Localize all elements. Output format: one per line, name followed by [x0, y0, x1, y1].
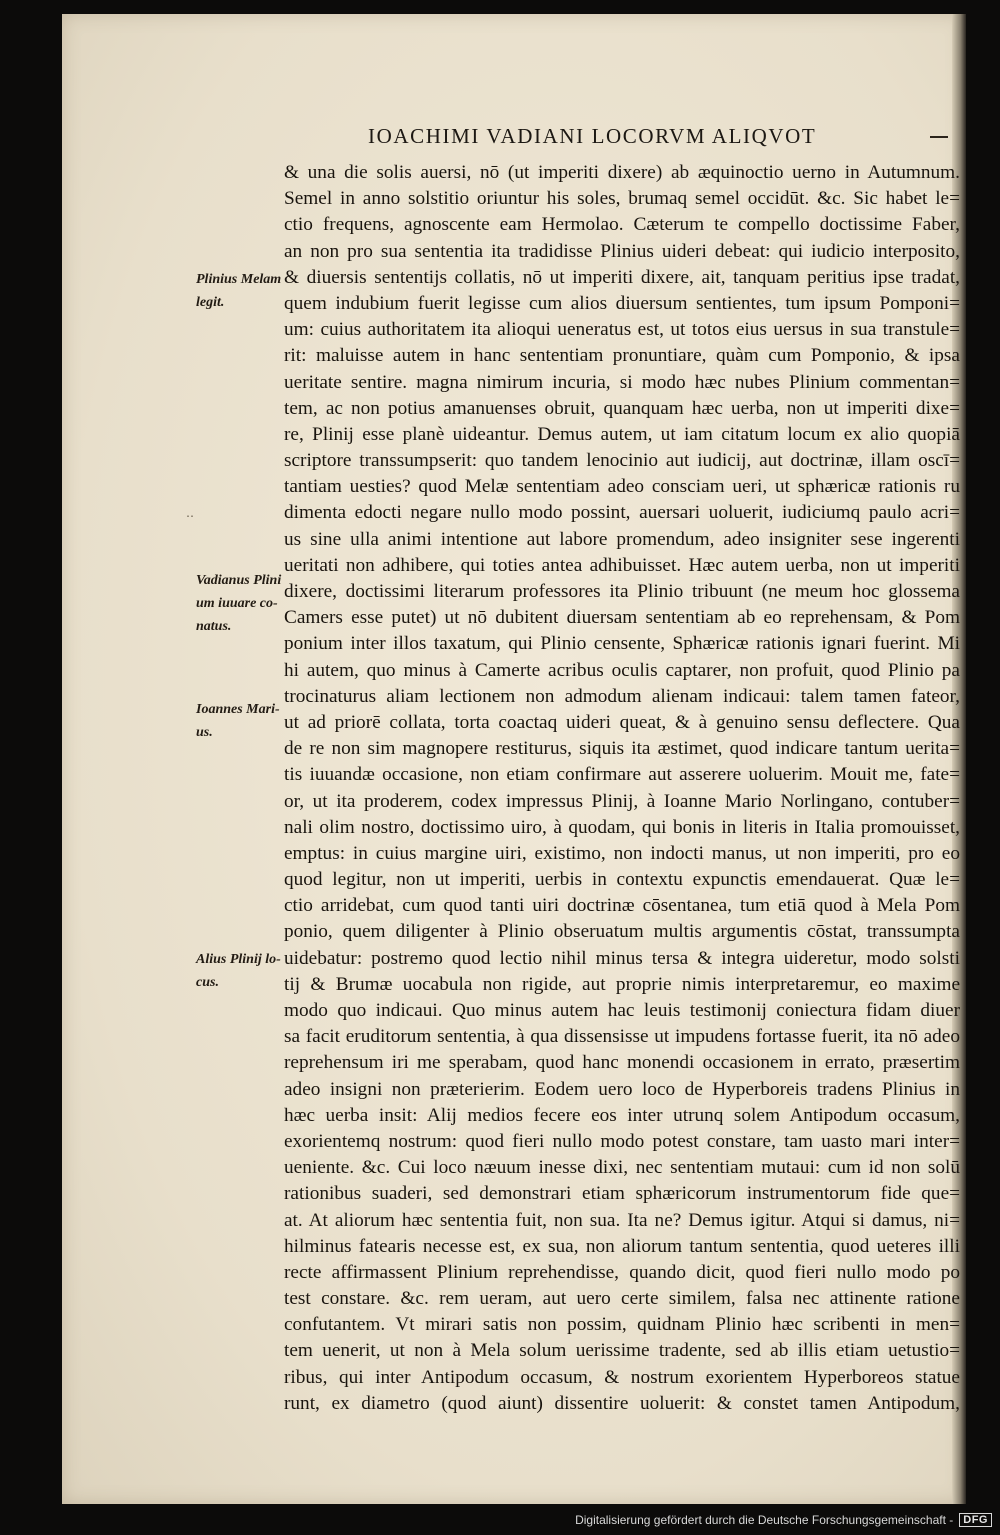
- text-line: ponio, quem diligenter à Plinio obseruatum multis argumentis cōstat, transsumpta: [284, 921, 960, 943]
- body-text: [284, 160, 960, 1417]
- marginal-line: cus.: [196, 975, 219, 990]
- marginal-line: natus.: [196, 619, 232, 634]
- text-line: quod legitur, non ut imperiti, uerbis in contextu expunctis emendauerat. Quæ le=: [284, 869, 960, 891]
- text-line: or, ut ita proderem, codex impressus Plinij, à Ioanne Mario Norlingano, contuber=: [284, 790, 960, 812]
- text-line: uidebatur: postremo quod lectio nihil minus tersa & integra uideretur, modo solsti: [284, 947, 960, 969]
- text-line: emptus: in cuius margine uiri, existimo, non indocti manus, ut non imperiti, pro eo: [284, 842, 960, 864]
- text-line: runt, ex diametro (quod aiunt) dissentire uoluerit: & constet tamen Antipodum,: [284, 1392, 960, 1414]
- text-line: quem indubium fuerit legisse cum alios diuersum sentientes, tum ipsum Pomponi=: [284, 292, 960, 314]
- text-line: rit: maluisse autem in hanc sententiam pronuntiare, quàm cum Pomponio, & ipsa: [284, 345, 960, 367]
- text-line: hi autem, quo minus à Camerte acribus oculis captarer, non profuit, quod Plinio pa: [284, 659, 960, 681]
- text-line: Semel in anno solstitio oriuntur his soles, brumaq semel occidūt. &c. Sic habet le=: [284, 188, 960, 210]
- text-line: ueritate sentire. magna nimirum incuria, si modo hæc nubes Plinium commentan=: [284, 371, 960, 393]
- text-line: um: cuius authoritatem ita alioqui ueneratus est, ut totos eius uersus in sua transtule=: [284, 319, 960, 341]
- text-line: dixere, doctissimi literarum professores ita Plinio tribuunt (ne meum hoc glossema: [284, 581, 960, 602]
- text-line: ctio frequens, agnoscente eam Hermolao. Cæterum te compello doctissime Faber,: [284, 214, 960, 236]
- text-line: confutantem. Vt mirari satis non possim, quidnam Plinio hæc scribenti in men=: [284, 1314, 960, 1336]
- text-line: rationibus suaderi, sed demonstrari etiam sphæricorum instrumentorum fide que=: [284, 1183, 960, 1205]
- text-line: an non pro sua sententia ita tradidisse Plinius uideri debeat: qui iudicio interposito,: [284, 240, 960, 262]
- text-line: at. At aliorum hæc sententia fuit, non sua. Ita ne? Demus igitur. Atqui si damus, ni=: [284, 1209, 960, 1231]
- text-line: reprehensum iri me sperabam, quod hanc monendi occasionem in errato, præsertim: [284, 1052, 960, 1074]
- text-line: tantiam uesties? quod Melæ sententiam adeo consciam ueri, ut sphæricæ rationis ru: [284, 476, 960, 498]
- footer: [575, 1513, 992, 1527]
- text-line: ribus, qui inter Antipodum occasum, & nostrum exorientem Hyperboreos statue: [284, 1366, 960, 1388]
- text-line: test constare. &c. rem ueram, aut uero certe similem, falsa nec attinente ratione: [284, 1288, 960, 1310]
- text-line: tem, ac non potius amanuenses obruit, quanquam hæc uerba, non ut imperiti dixe=: [284, 397, 960, 419]
- footer-credit: Digitalisierung gefördert durch die Deutsche Forschungsgemeinschaft -: [575, 1513, 954, 1527]
- marginal-note-plinius-melam: [196, 268, 281, 314]
- text-line: ueniente. &c. Cui loco næuum inesse dixi, nec sententiam mutaui: cum id non solū: [284, 1157, 960, 1179]
- marginal-line: legit.: [196, 295, 225, 310]
- text-line: re, Plinij esse planè uideantur. Demus autem, ut iam citatum locum ex alio quopiā: [284, 423, 960, 445]
- marginal-line: Alius Plinij lo-: [196, 952, 281, 967]
- text-line: dimenta edocti negare nullo modo possint, auersari uoluerit, iudiciumq paulo acri=: [284, 502, 960, 524]
- text-line: ueritati non adhibere, qui toties antea adhibuisset. Hæc autem uerba, non ut imperiti: [284, 554, 960, 576]
- dfg-logo-icon: DFG: [959, 1513, 992, 1527]
- marginal-note-ioannes-marius: [196, 698, 280, 744]
- text-line: recte affirmassent Plinium reprehendisse, quando dicit, quod fieri nullo modo po: [284, 1261, 960, 1283]
- text-line: nali olim nostro, doctissimo uiro, à quodam, qui bonis in literis in Italia promouisset,: [284, 816, 960, 838]
- text-line: de re non sim magnopere restiturus, siquis ita æstimet, quod indicare tantum uerita=: [284, 738, 960, 760]
- text-line: hæc uerba insit: Alij medios fecere eos inter utrunq solem Antipodum occasum,: [284, 1104, 960, 1126]
- marginal-line: um iuuare co-: [196, 596, 278, 611]
- text-line: tem uenerit, ut non à Mela solum uerissime tradente, sed ab illis etiam uetustio=: [284, 1340, 960, 1362]
- text-line: adeo insigni non præterierim. Eodem uero loco de Hyperboreis tradens Plinius in: [284, 1078, 960, 1100]
- text-line: Camers esse putet) ut nō dubitent diuersam sententiam ab eo reprehensam, & Pom: [284, 607, 960, 629]
- text-line: ut ad priorē collata, torta coactaq uideri queat, & à genuino sensu deflectere. Qua: [284, 711, 960, 733]
- marginal-note-vadianus: [196, 569, 281, 638]
- text-line: exorientemq nostrum: quod fieri nullo modo potest constare, tam uasto mari inter=: [284, 1130, 960, 1152]
- marginal-line: Plinius Melam: [196, 272, 282, 287]
- text-line: & diuersis sententijs collatis, nō ut imperiti dixere, ait, tanquam peritius ipse tradat,: [284, 266, 960, 288]
- text-line: hilminus fatearis necesse est, ex sua, non aliorum tantum sententia, quod ueteres illi: [284, 1235, 960, 1257]
- marginal-line: Vadianus Plini: [196, 573, 282, 588]
- ink-speck: ‥: [186, 506, 195, 520]
- text-line: tis iuuandæ occasione, non etiam confirmare aut asserere uoluerim. Mouit me, fate=: [284, 764, 960, 786]
- marginal-line: Ioannes Mari-: [196, 702, 280, 717]
- marginal-line: us.: [196, 725, 213, 740]
- text-line: sa facit eruditorum sententia, à qua dissensisse ut impudens fortasse fuerit, ita nō adeo: [284, 1026, 960, 1048]
- text-line: scriptore transsumpserit: quo tandem lenocinio aut iudicij, aut doctrinæ, illam oscī=: [284, 450, 960, 472]
- text-line: ctio arridebat, cum quod tanti uiri doctrinæ cōsentanea, tum etiā quod à Mela Pom: [284, 895, 960, 917]
- running-head-mark: [930, 136, 948, 138]
- text-line: ponium inter illos taxatum, qui Plinio censente, Sphæricæ rationis ignari fuerint. Mi: [284, 633, 960, 655]
- text-line: modo quo indicaui. Quo minus autem hac leuis testimonij coniectura fidam diuer: [284, 1000, 960, 1021]
- marginal-note-alius-locus: [196, 948, 281, 994]
- running-head: IOACHIMI VADIANI LOCORVM ALIQVOT: [368, 124, 817, 148]
- text-line: tij & Brumæ uocabula non rigide, aut proprie nimis interpretaremur, eo maxime: [284, 973, 960, 995]
- text-line: & una die solis auersi, nō (ut imperiti dixere) ab æquinoctio uerno in Autumnum.: [284, 162, 960, 183]
- text-line: trocinaturus aliam lectionem non admodum alienam indicaui: talem tamen fateor,: [284, 685, 960, 707]
- text-line: us sine ulla animi intentione aut labore promendum, adeo insigniter sese ingerenti: [284, 528, 960, 550]
